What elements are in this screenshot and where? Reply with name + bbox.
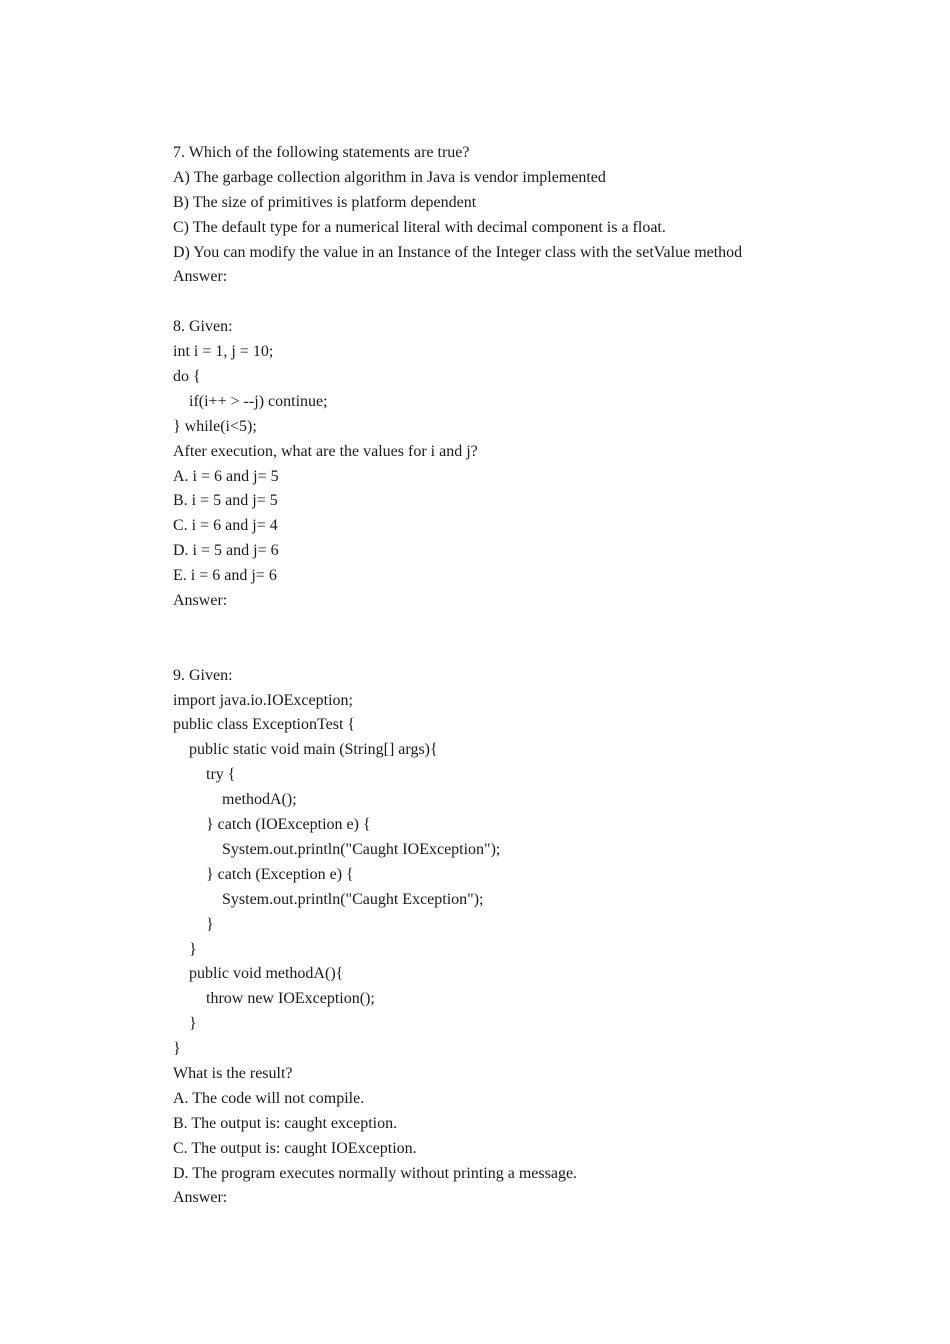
question-9-code-line: public static void main (String[] args){ xyxy=(189,741,438,759)
question-7-option-b: B) The size of primitives is platform dependent xyxy=(173,193,477,211)
question-8-code-line: do { xyxy=(173,368,201,386)
question-8-option-b: B. i = 5 and j= 5 xyxy=(173,492,278,510)
question-9-answer-label: Answer: xyxy=(173,1189,228,1207)
question-9-option-c: C. The output is: caught IOException. xyxy=(173,1139,417,1157)
question-9-code-line: public class ExceptionTest { xyxy=(173,716,356,734)
question-7-option-a: A) The garbage collection algorithm in Java is vendor implemented xyxy=(173,168,606,186)
question-9-prompt: What is the result? xyxy=(173,1064,293,1082)
question-8-answer-label: Answer: xyxy=(173,592,228,610)
question-8-option-c: C. i = 6 and j= 4 xyxy=(173,517,278,535)
question-9-code-line: } catch (IOException e) { xyxy=(206,816,371,834)
question-8-option-d: D. i = 5 and j= 6 xyxy=(173,542,279,560)
question-9-code-line: } xyxy=(189,1015,197,1033)
question-7-option-c: C) The default type for a numerical literal with decimal component is a float. xyxy=(173,218,666,236)
question-9-code-line: System.out.println("Caught IOException"); xyxy=(222,840,501,858)
question-9-code-line: } xyxy=(173,1040,181,1058)
question-8-code-line: } while(i<5); xyxy=(173,417,257,435)
question-8-option-e: E. i = 6 and j= 6 xyxy=(173,567,277,585)
question-8-option-a: A. i = 6 and j= 5 xyxy=(173,467,279,485)
question-9-code-line: } xyxy=(206,915,214,933)
question-9-option-d: D. The program executes normally without printing a message. xyxy=(173,1164,578,1182)
document-page xyxy=(173,141,893,1211)
question-9-code-line: public void methodA(){ xyxy=(189,965,344,983)
spacer xyxy=(173,614,893,639)
spacer xyxy=(173,639,893,664)
question-9-option-a: A. The code will not compile. xyxy=(173,1089,365,1107)
question-9-code-line: import java.io.IOException; xyxy=(173,691,353,709)
question-8-prompt: After execution, what are the values for i and j? xyxy=(173,442,478,460)
question-7-title: 7. Which of the following statements are true? xyxy=(173,144,470,161)
question-9-code-line: System.out.println("Caught Exception"); xyxy=(222,890,484,908)
spacer xyxy=(173,290,893,315)
question-9-option-b: B. The output is: caught exception. xyxy=(173,1114,398,1132)
question-9-code-line: try { xyxy=(206,766,236,784)
question-9-code-line: } xyxy=(189,940,197,958)
question-9-code-line: } catch (Exception e) { xyxy=(206,865,354,883)
question-8-title: 8. Given: xyxy=(173,318,233,336)
question-8-code-line: if(i++ > --j) continue; xyxy=(189,392,328,410)
question-7-answer-label: Answer: xyxy=(173,268,228,286)
question-9-title: 9. Given: xyxy=(173,666,233,684)
question-9-code-line: methodA(); xyxy=(222,791,297,809)
question-8-code-line: int i = 1, j = 10; xyxy=(173,343,274,361)
question-7-option-d: D) You can modify the value in an Instance of the Integer class with the setValue method xyxy=(173,243,743,261)
question-9-code-line: throw new IOException(); xyxy=(206,990,375,1008)
